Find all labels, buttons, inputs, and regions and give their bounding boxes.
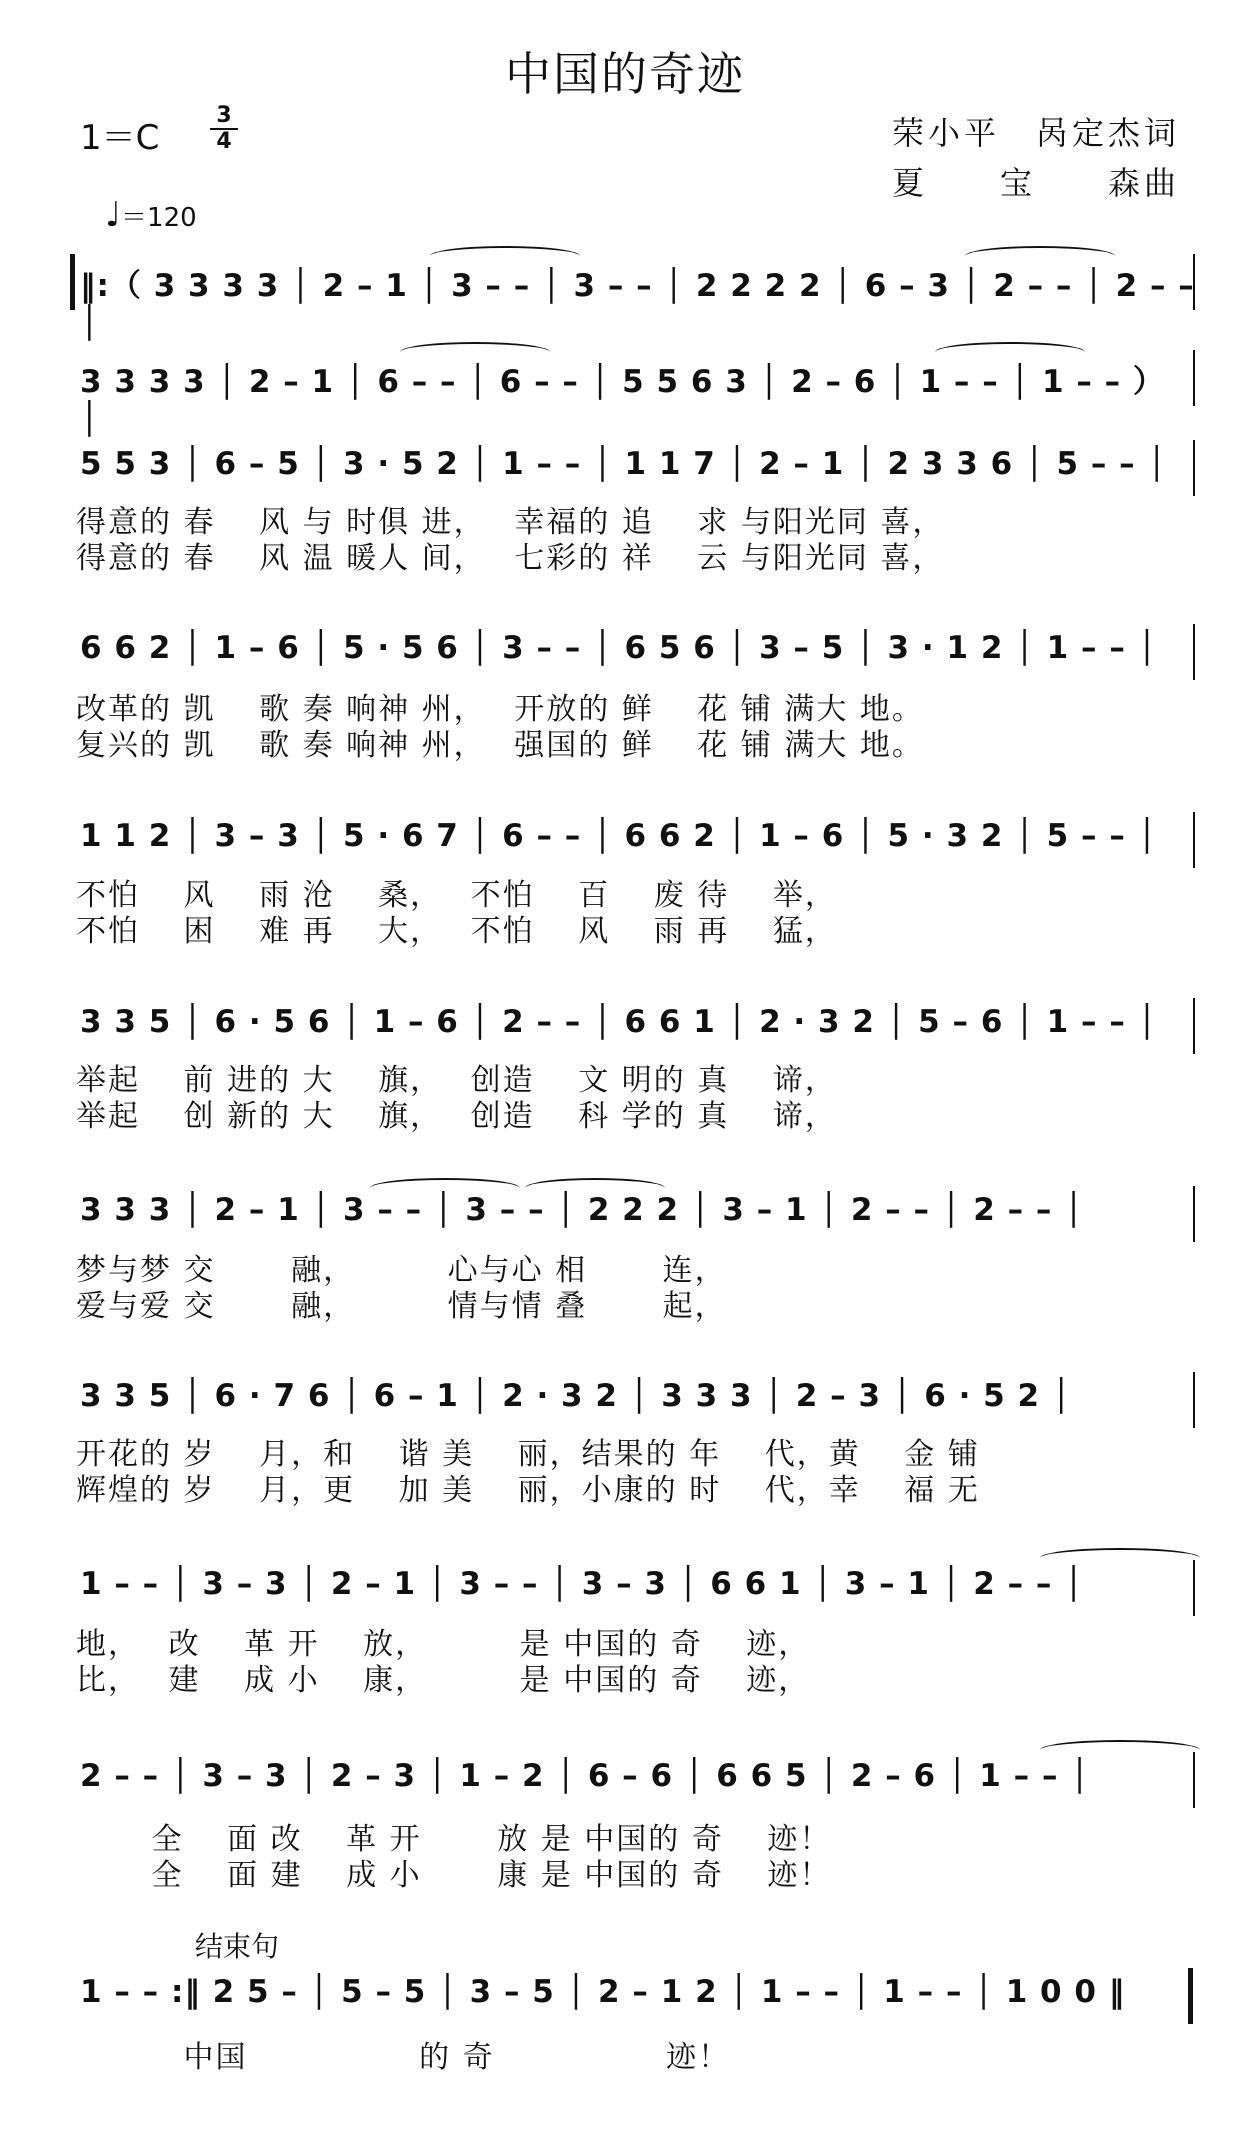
- tie-mark: [430, 246, 580, 266]
- tie-mark: [935, 342, 1085, 362]
- lyrics-verse-1: 得意的 春 风 与 时俱 进， 幸福的 追 求 与阳光同 喜，: [76, 505, 945, 540]
- tie-mark: [525, 1178, 665, 1198]
- key-signature: 1＝C: [80, 118, 160, 158]
- credits: [892, 108, 1180, 208]
- time-signature: [210, 104, 238, 154]
- barline: [1193, 624, 1195, 680]
- music-system: [70, 812, 1195, 868]
- notation-line: 1 1 2 │ 3 – 3 │ 5 · 6 7 │ 6 – – │ 6 6 2 │ 1 – 6 │ 5 · 3 2 │ 5 – – │: [80, 818, 1158, 854]
- lyrics-verse-2: 比， 建 成 小 康， 是 中国的 奇 迹，: [76, 1663, 811, 1698]
- lyrics-verse-2: 不怕 困 难 再 大， 不怕 风 雨 再 猛，: [76, 914, 837, 949]
- notation-line: 6 6 2 │ 1 – 6 │ 5 · 5 6 │ 3 – – │ 6 5 6 │ 3 – 5 │ 3 · 1 2 │ 1 – – │: [80, 630, 1158, 666]
- lyrics-verse-2: 辉煌的 岁 月，更 加 美 丽，小康的 时 代，幸 福 无: [76, 1473, 980, 1508]
- song-title: 中国的奇迹: [505, 47, 745, 101]
- lyrics-verse-2: 全 面 建 成 小 康 是 中国的 奇 迹！: [76, 1858, 832, 1893]
- notation-line: 3 3 3 3 │ 2 – 1 │ 6 – – │ 6 – – │ 5 5 6 3 │ 2 – 6 │ 1 – – │ 1 – – ） │: [80, 364, 1165, 437]
- barline: [1193, 440, 1195, 496]
- composer-credit: 夏 宝 森曲: [892, 164, 1181, 202]
- lyrics-verse-1: 不怕 风 雨 沧 桑， 不怕 百 废 待 举，: [76, 878, 837, 913]
- time-signature-bottom: 4: [216, 129, 232, 154]
- barline: [1193, 812, 1195, 868]
- music-system: [70, 1968, 1195, 2024]
- lyrics-verse-1: 举起 前 进的 大 旗， 创造 文 明的 真 谛，: [76, 1063, 837, 1098]
- lyrics-verse-1: 改革的 凯 歌 奏 响神 州， 开放的 鲜 花 铺 满大 地。: [76, 692, 924, 727]
- lyrics-verse-2: 举起 创 新的 大 旗， 创造 科 学的 真 谛，: [76, 1099, 837, 1134]
- lyrics-verse-1: 开花的 岁 月，和 谐 美 丽，结果的 年 代，黄 金 铺: [76, 1437, 980, 1472]
- tempo-marking: [105, 195, 197, 235]
- lyrics-verse-1: 中国 的 奇 迹！: [76, 2040, 731, 2075]
- barline: [1193, 1186, 1195, 1242]
- music-system: [70, 1372, 1195, 1428]
- tie-mark: [1040, 1548, 1200, 1568]
- tempo-value: ＝120: [121, 203, 197, 233]
- tie-mark: [400, 342, 550, 362]
- tie-mark: [965, 246, 1115, 266]
- lyrics-verse-1: 梦与梦 交 融， 心与心 相 连，: [76, 1253, 727, 1288]
- barline: [1193, 998, 1195, 1054]
- music-system: [70, 1752, 1195, 1808]
- lyrics-verse-2: 爱与爱 交 融， 情与情 叠 起，: [76, 1289, 727, 1324]
- lyricist-credit: 荣小平 呙定杰词: [892, 114, 1181, 152]
- time-signature-top: 3: [210, 104, 238, 130]
- notation-line: 2 – – │ 3 – 3 │ 2 – 3 │ 1 – 2 │ 6 – 6 │ 6 6 5 │ 2 – 6 │ 1 – – │: [80, 1758, 1090, 1794]
- music-system: [70, 998, 1195, 1054]
- lyrics-verse-2: 复兴的 凯 歌 奏 响神 州， 强国的 鲜 花 铺 满大 地。: [76, 728, 924, 763]
- notation-line: ‖:（ 3 3 3 3 │ 2 – 1 │ 3 – – │ 3 – – │ 2 2 2 2 │ 6 – 3 │ 2 – – │ 2 – – │: [80, 268, 1195, 341]
- lyrics-verse-2: 得意的 春 风 温 暖人 间， 七彩的 祥 云 与阳光同 喜，: [76, 541, 945, 576]
- repeat-start-barline: [70, 254, 75, 310]
- notation-line: 1 – – │ 3 – 3 │ 2 – 1 │ 3 – – │ 3 – 3 │ 6 6 1 │ 3 – 1 │ 2 – – │: [80, 1566, 1084, 1602]
- notation-line: 3 3 5 │ 6 · 5 6 │ 1 – 6 │ 2 – – │ 6 6 1 │ 2 · 3 2 │ 5 – 6 │ 1 – – │: [80, 1004, 1158, 1040]
- music-system: [70, 624, 1195, 680]
- tie-mark: [1040, 1740, 1200, 1760]
- notation-line: 3 3 3 │ 2 – 1 │ 3 – – │ 3 – – │ 2 2 2 │ 3 – 1 │ 2 – – │ 2 – – │: [80, 1192, 1084, 1228]
- notation-line: 5 5 3 │ 6 – 5 │ 3 · 5 2 │ 1 – – │ 1 1 7 │ 2 – 1 │ 2 3 3 6 │ 5 – – │: [80, 446, 1168, 482]
- music-system: [70, 440, 1195, 496]
- lyrics-verse-1: 地， 改 革 开 放， 是 中国的 奇 迹，: [76, 1627, 811, 1662]
- barline: [1193, 1560, 1195, 1616]
- barline: [1193, 1372, 1195, 1428]
- final-barline: [1188, 1968, 1193, 2024]
- ending-label: 结束句: [195, 1930, 280, 1963]
- music-system: [70, 1560, 1195, 1616]
- notation-line: 1 – – :‖ 2 5 – │ 5 – 5 │ 3 – 5 │ 2 – 1 2 │ 1 – – │ 1 – – │ 1 0 0 ‖: [80, 1974, 1126, 2010]
- quarter-note-icon: ♩: [105, 195, 122, 235]
- tie-mark: [370, 1178, 520, 1198]
- notation-line: 3 3 5 │ 6 · 7 6 │ 6 – 1 │ 2 · 3 2 │ 3 3 3 │ 2 – 3 │ 6 · 5 2 │: [80, 1378, 1072, 1414]
- lyrics-verse-1: 全 面 改 革 开 放 是 中国的 奇 迹！: [76, 1822, 832, 1857]
- barline: [1193, 1752, 1195, 1808]
